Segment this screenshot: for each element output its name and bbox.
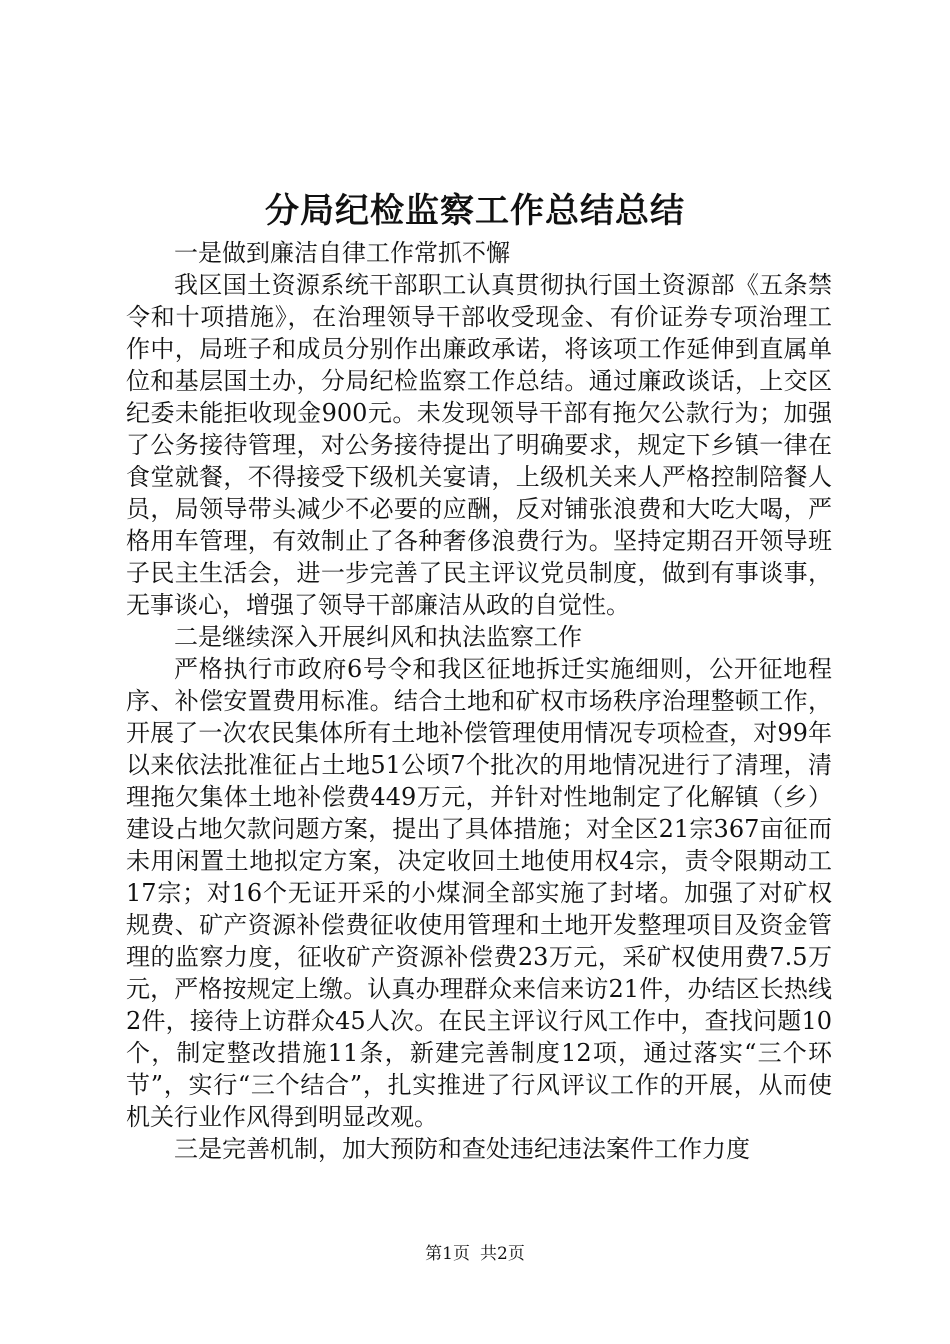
- page-total: 共2页: [480, 1244, 525, 1264]
- page-footer: [0, 1242, 950, 1266]
- document-body: [126, 237, 832, 1165]
- section-heading-2: 二是继续深入开展纠风和执法监察工作: [174, 623, 582, 651]
- paragraph-1: 我区国土资源系统干部职工认真贯彻执行国土资源部《五条禁令和十项措施》，在治理领导干部收受现金、有价证券专项治理工作中，局班子和成员分别作出廉政承诺，将该项工作延伸到直属单位和基层国土办，分局纪检监察工作总结。通过廉政谈话，上交区纪委未能拒收现金900元。未发现领导干部有拖欠公款行为；加强了公务接待管理，对公务接待提出了明确要求，规定下乡镇一律在食堂就餐，不得接受下级机关宴请，上级机关来人严格控制陪餐人员，局领导带头减少不必要的应酬，反对铺张浪费和大吃大喝，严格用车管理，有效制止了各种奢侈浪费行为。坚持定期召开领导班子民主生活会，进一步完善了民主评议党员制度，做到有事谈事，无事谈心，增强了领导干部廉洁从政的自觉性。: [126, 271, 832, 619]
- paragraph-2: 严格执行市政府6号令和我区征地拆迁实施细则，公开征地程序、补偿安置费用标准。结合土地和矿权市场秩序治理整顿工作，开展了一次农民集体所有土地补偿管理使用情况专项检查，对99年以来依法批准征占土地51公顷7个批次的用地情况进行了清理，清理拖欠集体土地补偿费449万元，并针对性地制定了化解镇（乡）建设占地欠款问题方案，提出了具体措施；对全区21宗367亩征而未用闲置土地拟定方案，决定收回土地使用权4宗，责令限期动工17宗；对16个无证开采的小煤洞全部实施了封堵。加强了对矿权规费、矿产资源补偿费征收使用管理和土地开发整理项目及资金管理的监察力度，征收矿产资源补偿费23万元，采矿权使用费7.5万元，严格按规定上缴。认真办理群众来信来访21件，办结区长热线2件，接待上访群众45人次。在民主评议行风工作中，查找问题10个，制定整改措施11条，新建完善制度12项，通过落实“三个环节”，实行“三个结合”，扎实推进了行风评议工作的开展，从而使机关行业作风得到明显改观。: [126, 655, 832, 1131]
- page-number: 第1页: [425, 1244, 470, 1264]
- page-title: 分局纪检监察工作总结总结: [265, 191, 685, 231]
- section-heading-3: 三是完善机制，加大预防和查处违纪违法案件工作力度: [174, 1135, 750, 1163]
- section-heading-1: 一是做到廉洁自律工作常抓不懈: [174, 239, 510, 267]
